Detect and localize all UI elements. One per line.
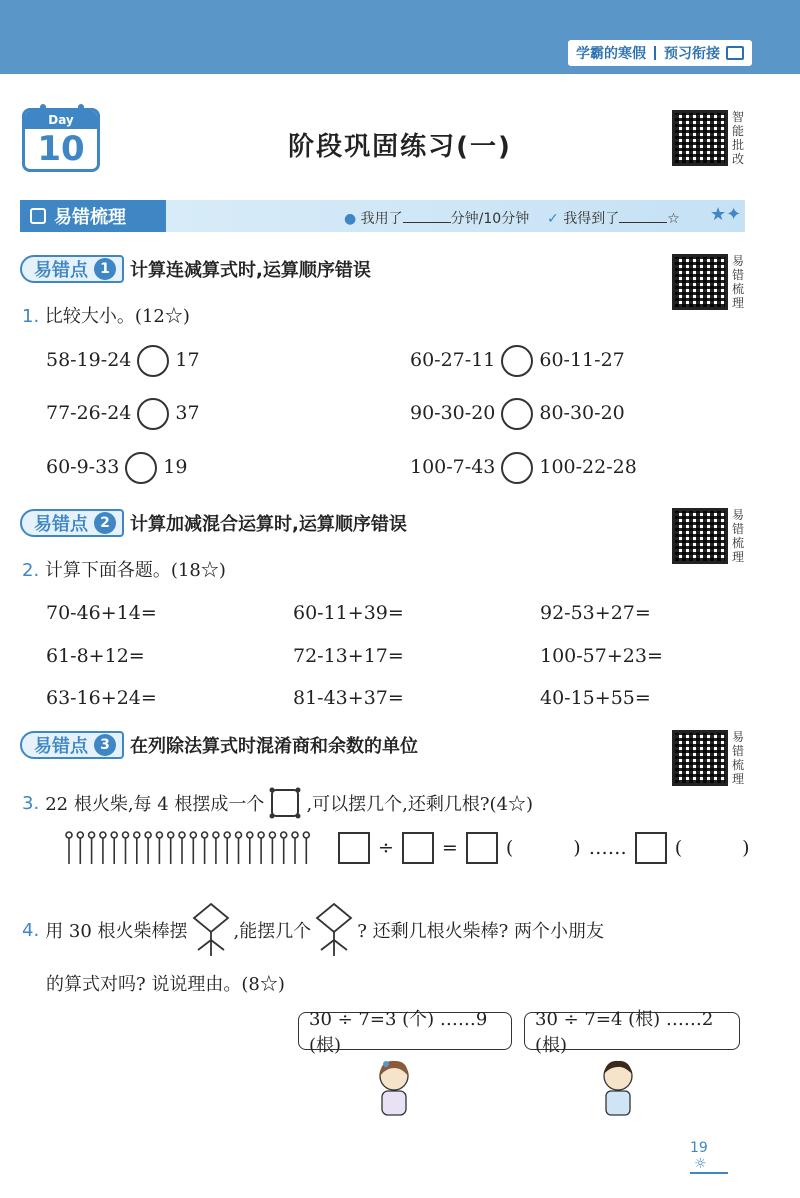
error-point-tag bbox=[20, 255, 124, 283]
compare-circle[interactable] bbox=[137, 345, 169, 377]
time-prefix: 我用了 bbox=[360, 211, 403, 227]
answer-box[interactable] bbox=[466, 832, 498, 864]
series-subtitle: 预习衔接 bbox=[664, 46, 720, 62]
paren: ) bbox=[742, 837, 750, 859]
expression: 19 bbox=[163, 456, 188, 478]
speech-bubble-right: 30 ÷ 7=4 (根) ……2 (根) bbox=[524, 1012, 740, 1050]
division-answer bbox=[338, 832, 750, 864]
score-prefix: 我得到了 bbox=[563, 211, 620, 227]
question-number: 2. bbox=[22, 560, 40, 581]
compare-row bbox=[46, 452, 187, 484]
series-name: 学霸的寒假 bbox=[576, 46, 646, 62]
error-point-number: 1 bbox=[94, 258, 116, 280]
error-point-tag bbox=[20, 509, 124, 537]
expression: 17 bbox=[175, 349, 200, 371]
qr-caption: 易错梳理 bbox=[732, 730, 745, 786]
question-1 bbox=[22, 302, 190, 328]
compare-circle[interactable] bbox=[501, 398, 533, 430]
matchstick-head bbox=[224, 832, 230, 838]
matchstick-head bbox=[269, 832, 275, 838]
score-suffix: ☆ bbox=[667, 211, 680, 227]
matchsticks-icon bbox=[64, 830, 320, 866]
error-point-text: 在列除法算式时混淆商和余数的单位 bbox=[130, 736, 418, 757]
equals-sign: = bbox=[441, 837, 458, 859]
compare-circle[interactable] bbox=[501, 345, 533, 377]
question-4 bbox=[22, 900, 604, 960]
matchstick-head bbox=[111, 832, 117, 838]
section-info bbox=[344, 208, 680, 228]
paren: ( bbox=[674, 837, 683, 859]
matchstick-head bbox=[281, 832, 287, 838]
boy-avatar bbox=[596, 1058, 640, 1118]
calc-item: 72-13+17= bbox=[293, 645, 404, 667]
matchstick-head bbox=[134, 832, 140, 838]
question-number: 1. bbox=[22, 306, 40, 327]
error-point-label: 易错点 bbox=[34, 736, 88, 757]
calc-item: 40-15+55= bbox=[540, 687, 651, 709]
expression: 100-7-43 bbox=[410, 456, 496, 478]
girl-avatar bbox=[372, 1058, 416, 1118]
question-2 bbox=[22, 556, 226, 582]
question-text: 22 根火柴,每 4 根摆成一个 bbox=[45, 794, 265, 815]
matchstick-head bbox=[66, 832, 72, 838]
ellipsis: …… bbox=[588, 837, 627, 859]
matchstick-head bbox=[168, 832, 174, 838]
question-text: 比较大小。(12☆) bbox=[44, 306, 190, 327]
matchstick-head bbox=[247, 832, 253, 838]
error-point-2 bbox=[20, 508, 407, 538]
divide-sign: ÷ bbox=[378, 837, 394, 859]
qr-code[interactable] bbox=[672, 730, 728, 786]
error-point-number: 3 bbox=[94, 734, 116, 756]
match-figure-icon bbox=[311, 900, 357, 960]
expression: 37 bbox=[175, 402, 200, 424]
error-point-label: 易错点 bbox=[34, 514, 88, 535]
matchstick-head bbox=[100, 832, 106, 838]
error-point-tag bbox=[20, 731, 124, 759]
calc-item: 60-11+39= bbox=[293, 602, 404, 624]
question-text: 用 30 根火柴棒摆 bbox=[45, 921, 188, 942]
error-point-number: 2 bbox=[94, 512, 116, 534]
day-label: Day bbox=[25, 111, 97, 129]
qr-code[interactable] bbox=[672, 508, 728, 564]
matchstick-head bbox=[156, 832, 162, 838]
qr-caption: 易错梳理 bbox=[732, 254, 745, 310]
answer-box[interactable] bbox=[635, 832, 667, 864]
compare-row bbox=[46, 345, 200, 377]
compare-row bbox=[410, 452, 637, 484]
matchstick-head bbox=[292, 832, 298, 838]
calc-item: 92-53+27= bbox=[540, 602, 651, 624]
paren: ) bbox=[573, 837, 581, 859]
expression: 60-27-11 bbox=[410, 349, 496, 371]
page-number-text: 19 bbox=[690, 1140, 708, 1156]
error-point-text: 计算连减算式时,运算顺序错误 bbox=[130, 260, 371, 281]
drop-icon: ● bbox=[344, 211, 357, 227]
compare-row bbox=[410, 398, 625, 430]
section-title bbox=[20, 200, 166, 232]
expression: 100-22-28 bbox=[539, 456, 637, 478]
matchstick-head bbox=[145, 832, 151, 838]
error-point-3 bbox=[20, 730, 418, 760]
section-title-text: 易错梳理 bbox=[54, 207, 126, 228]
page-number bbox=[690, 1140, 728, 1174]
error-point-text: 计算加减混合运算时,运算顺序错误 bbox=[130, 514, 407, 535]
question-4-line2: 的算式对吗? 说说理由。(8☆) bbox=[46, 974, 285, 995]
sun-icon: ☼ bbox=[694, 1156, 707, 1172]
question-3 bbox=[22, 786, 533, 820]
question-text: ,可以摆几个,还剩几根?(4☆) bbox=[306, 794, 534, 815]
day-number: 10 bbox=[37, 129, 85, 169]
compare-circle[interactable] bbox=[125, 452, 157, 484]
expression: 90-30-20 bbox=[410, 402, 496, 424]
qr-caption: 智能批改 bbox=[732, 110, 745, 166]
matchstick-head bbox=[123, 832, 129, 838]
stars-icon: ★✦ bbox=[710, 204, 742, 225]
matchstick-head bbox=[77, 832, 83, 838]
page-title: 阶段巩固练习(一) bbox=[288, 132, 512, 162]
match-figure-icon bbox=[188, 900, 234, 960]
compare-circle[interactable] bbox=[137, 398, 169, 430]
question-text: ? 还剩几根火柴棒? 两个小朋友 bbox=[357, 921, 605, 942]
list-icon bbox=[30, 208, 46, 224]
check-icon: ✓ bbox=[547, 211, 559, 227]
matchstick-head bbox=[258, 832, 264, 838]
matchstick-head bbox=[89, 832, 95, 838]
qr-code[interactable] bbox=[672, 254, 728, 310]
question-number: 4. bbox=[22, 919, 40, 941]
qr-caption: 易错梳理 bbox=[732, 508, 745, 564]
match-square-icon bbox=[268, 786, 302, 820]
matchstick-head bbox=[213, 832, 219, 838]
speech-bubble-left: 30 ÷ 7=3 (个) ……9 (根) bbox=[298, 1012, 512, 1050]
matchstick-head bbox=[236, 832, 242, 838]
book-icon bbox=[726, 46, 744, 60]
question-number: 3. bbox=[22, 792, 40, 814]
calc-item: 81-43+37= bbox=[293, 687, 404, 709]
qr-code[interactable] bbox=[672, 110, 728, 166]
expression: 60-11-27 bbox=[539, 349, 625, 371]
matchstick-head bbox=[190, 832, 196, 838]
score-blank[interactable] bbox=[619, 210, 667, 223]
expression: 80-30-20 bbox=[539, 402, 625, 424]
matchstick-head bbox=[202, 832, 208, 838]
calc-item: 70-46+14= bbox=[46, 602, 157, 624]
time-suffix: 分钟/10分钟 bbox=[450, 211, 530, 227]
question-text: 计算下面各题。(18☆) bbox=[44, 560, 226, 581]
answer-box[interactable] bbox=[402, 832, 434, 864]
question-text: ,能摆几个 bbox=[233, 921, 312, 942]
divider bbox=[654, 46, 656, 60]
expression: 60-9-33 bbox=[46, 456, 120, 478]
calc-item: 63-16+24= bbox=[46, 687, 157, 709]
compare-row bbox=[410, 345, 625, 377]
calc-item: 100-57+23= bbox=[540, 645, 663, 667]
error-point-1 bbox=[20, 254, 371, 284]
expression: 77-26-24 bbox=[46, 402, 132, 424]
expression: 58-19-24 bbox=[46, 349, 132, 371]
paren: ( bbox=[505, 837, 514, 859]
compare-row bbox=[46, 398, 200, 430]
time-blank[interactable] bbox=[403, 210, 451, 223]
calc-item: 61-8+12= bbox=[46, 645, 145, 667]
compare-circle[interactable] bbox=[501, 452, 533, 484]
error-point-label: 易错点 bbox=[34, 260, 88, 281]
matchstick-head bbox=[303, 832, 309, 838]
answer-box[interactable] bbox=[338, 832, 370, 864]
matchstick-head bbox=[179, 832, 185, 838]
series-tag bbox=[568, 40, 752, 66]
